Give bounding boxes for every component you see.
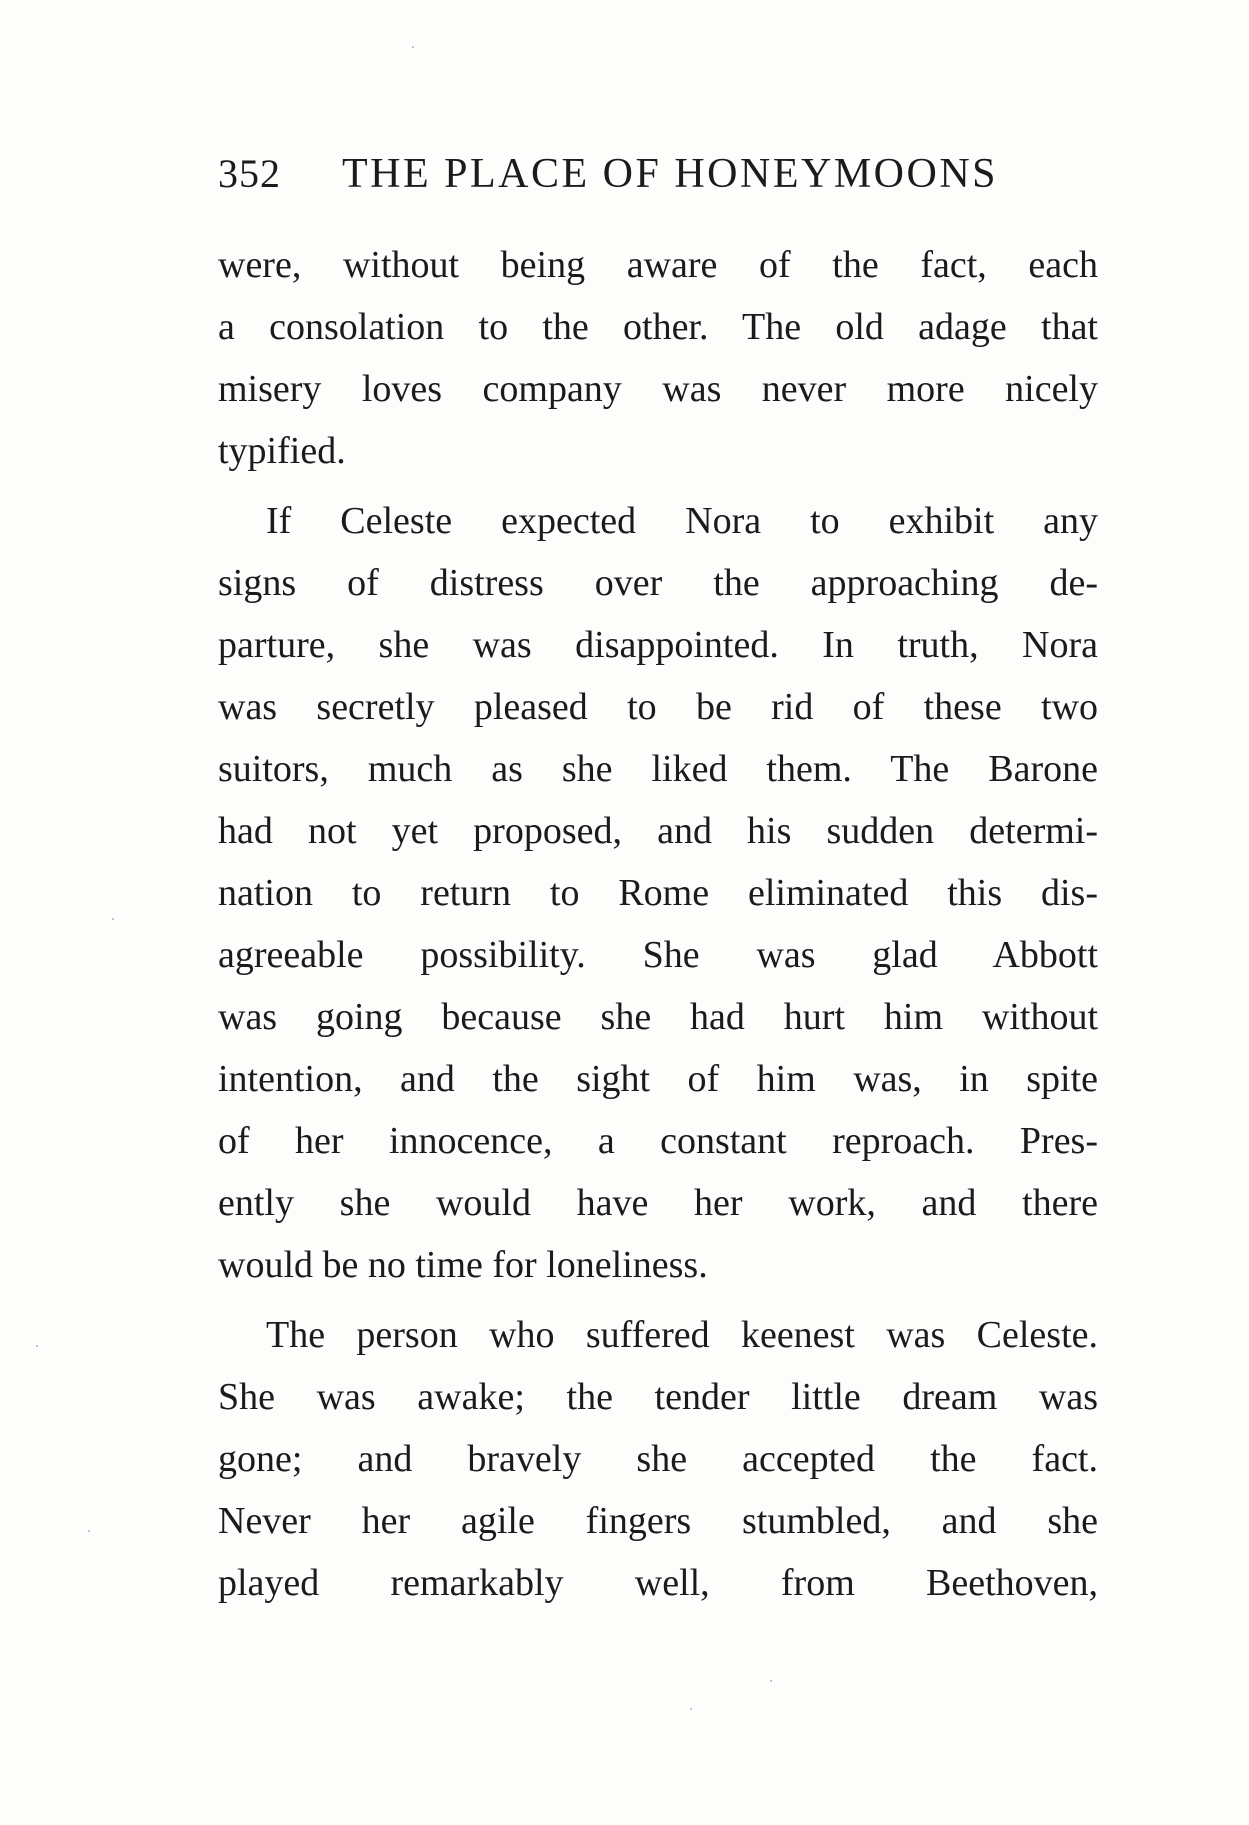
text-line: were, without being aware of the fact, each <box>218 244 1098 286</box>
scan-speck <box>690 1708 692 1710</box>
text-line: a consolation to the other. The old adage that <box>218 306 1098 348</box>
text-line: of her innocence, a constant reproach. Pres- <box>218 1120 1098 1162</box>
body-text <box>218 234 1098 1614</box>
text-line: ently she would have her work, and there <box>218 1182 1098 1224</box>
scan-speck <box>112 918 114 920</box>
page-number: 352 <box>218 151 281 196</box>
text-line: She was awake; the tender little dream was <box>218 1376 1098 1418</box>
text-line: played remarkably well, from Beethoven, <box>218 1562 1098 1604</box>
paragraph <box>218 234 1098 482</box>
text-line: If Celeste expected Nora to exhibit any <box>266 500 1098 542</box>
text-line: gone; and bravely she accepted the fact. <box>218 1438 1098 1480</box>
scan-speck <box>88 1530 90 1532</box>
text-line: misery loves company was never more nicely <box>218 368 1098 410</box>
running-title: THE PLACE OF HONEYMOONS <box>342 151 999 197</box>
text-line: was going because she had hurt him without <box>218 996 1098 1038</box>
text-line: intention, and the sight of him was, in spite <box>218 1058 1098 1100</box>
scan-speck <box>770 1680 772 1682</box>
text-line: nation to return to Rome eliminated this dis- <box>218 872 1098 914</box>
scan-speck <box>36 1345 38 1347</box>
paragraph <box>218 1304 1098 1614</box>
text-line: agreeable possibility. She was glad Abbott <box>218 934 1098 976</box>
text-line: had not yet proposed, and his sudden determi- <box>218 810 1098 852</box>
running-head <box>218 150 1098 210</box>
text-line: parture, she was disappointed. In truth, Nora <box>218 624 1098 666</box>
text-line: The person who suffered keenest was Celeste. <box>266 1314 1098 1356</box>
text-line: Never her agile fingers stumbled, and she <box>218 1500 1098 1542</box>
paragraph <box>218 490 1098 1296</box>
text-line: suitors, much as she liked them. The Barone <box>218 748 1098 790</box>
text-line: was secretly pleased to be rid of these two <box>218 686 1098 728</box>
text-line: signs of distress over the approaching de- <box>218 562 1098 604</box>
text-line: typified. <box>218 430 346 472</box>
scan-speck <box>412 46 414 48</box>
text-line: would be no time for loneliness. <box>218 1244 708 1286</box>
